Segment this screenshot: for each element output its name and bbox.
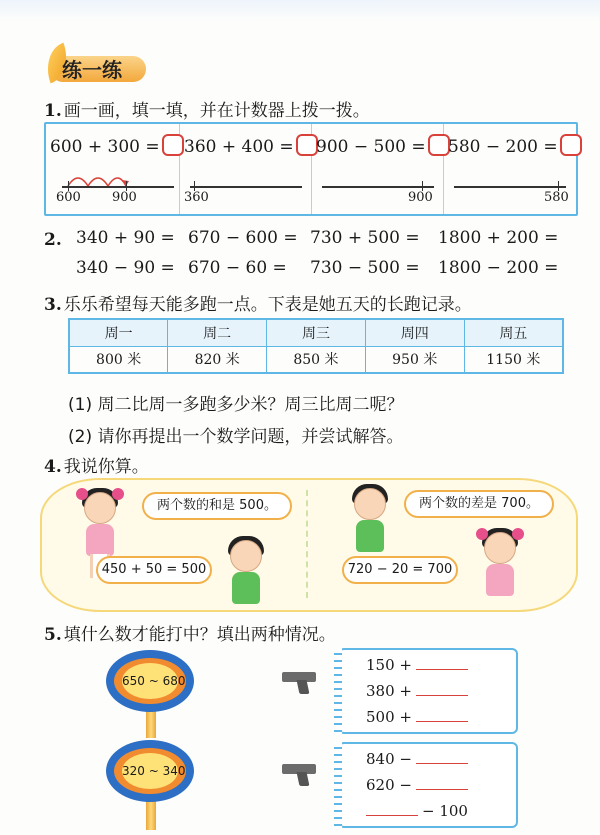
number-label: 900 — [408, 190, 433, 205]
answer-bubble-right: 720 − 20 = 700 — [342, 556, 458, 584]
q2-num: 2. — [44, 230, 62, 250]
target-range: 320 ~ 340 — [122, 753, 178, 789]
answer-blank[interactable] — [416, 750, 468, 764]
question-5-text: 填什么数才能打中？填出两种情况。 — [63, 625, 336, 645]
table-header-cell: 周二 — [168, 319, 267, 346]
table-cell: 1150 米 — [464, 346, 563, 373]
answer-bubble-left: 450 + 50 = 500 — [96, 556, 212, 584]
ribbon — [112, 488, 124, 500]
toy-gun-icon — [282, 670, 318, 696]
number-label: 600 — [56, 190, 81, 205]
card-line — [366, 750, 468, 768]
ribbon — [512, 528, 524, 540]
q1-expr-text: 900 − 500 = — [316, 137, 426, 157]
card-expr: 620 − — [366, 776, 412, 794]
answer-blank[interactable] — [416, 682, 468, 696]
top-band — [0, 0, 600, 22]
gun-grip — [297, 680, 310, 694]
number-label: 360 — [184, 190, 209, 205]
answer-box[interactable] — [560, 134, 582, 156]
q2-item: 730 − 500 = — [310, 258, 420, 278]
card-line — [366, 682, 468, 700]
section-title: 练一练 — [62, 58, 122, 82]
toy-gun-icon — [282, 762, 318, 788]
answer-card-2 — [338, 742, 518, 828]
q3-subquestion-1: (1) 周二比周一多跑多少米？周三比周二呢？ — [68, 395, 404, 415]
number-label: 900 — [112, 190, 137, 205]
head — [484, 532, 516, 564]
speech-bubble-left: 两个数的和是 500。 — [142, 492, 292, 520]
number-line — [454, 186, 566, 188]
q2-item: 670 − 60 = — [188, 258, 287, 278]
number-line — [62, 186, 174, 188]
q1-expr-text: 580 − 200 = — [448, 137, 558, 157]
speech-bubble-right: 两个数的差是 700。 — [404, 490, 554, 518]
table-header-row — [69, 319, 563, 346]
table-header-cell: 周一 — [69, 319, 168, 346]
q1-cell-1 — [46, 124, 180, 214]
card-expr: 150 + — [366, 656, 412, 674]
girl-illustration — [478, 532, 522, 608]
boy-illustration — [348, 488, 392, 558]
head — [354, 488, 386, 520]
target-sign-2 — [106, 740, 194, 802]
table-header-cell: 周三 — [267, 319, 366, 346]
ribbon — [476, 528, 488, 540]
question-4-text: 我说你算。 — [63, 457, 149, 477]
head — [84, 492, 116, 524]
target-pole — [146, 710, 156, 738]
question-3-text: 乐乐希望每天能多跑一点。下表是她五天的长跑记录。 — [63, 295, 472, 315]
question-4 — [44, 452, 149, 477]
answer-blank[interactable] — [366, 802, 418, 816]
table-cell: 820 米 — [168, 346, 267, 373]
card-expr: − 100 — [422, 802, 468, 820]
shirt — [356, 520, 384, 552]
question-1-number: 1. — [44, 101, 62, 121]
q1-expression — [50, 134, 184, 157]
table-cell: 950 米 — [365, 346, 464, 373]
q1-expression — [184, 134, 318, 157]
answer-card-1 — [338, 648, 518, 734]
torn-edge — [334, 742, 342, 828]
section-title-pill — [44, 46, 144, 82]
q1-expression — [448, 134, 582, 157]
q2-item: 340 − 90 = — [76, 258, 175, 278]
question-4-number: 4. — [44, 457, 62, 477]
q1-cell-2 — [180, 124, 312, 214]
card-line — [366, 802, 468, 820]
table-cell: 800 米 — [69, 346, 168, 373]
card-line — [366, 656, 468, 674]
card-line — [366, 708, 468, 726]
question-3 — [44, 290, 472, 315]
running-record-table — [68, 318, 564, 374]
question-1 — [44, 96, 370, 121]
q1-cell-4 — [444, 124, 576, 214]
card-line — [366, 776, 468, 794]
target-range: 650 ~ 680 — [122, 663, 178, 699]
question-5 — [44, 620, 336, 645]
question-5-number: 5. — [44, 625, 62, 645]
answer-blank[interactable] — [416, 776, 468, 790]
gun-grip — [297, 772, 310, 786]
q2-item: 670 − 600 = — [188, 228, 298, 248]
question-1-text: 画一画，填一填，并在计数器上拨一拨。 — [63, 101, 370, 121]
q1-expr-text: 600 + 300 = — [50, 137, 160, 157]
q1-expression — [316, 134, 450, 157]
shirt — [232, 572, 260, 604]
number-line — [190, 186, 302, 188]
q2-item: 730 + 500 = — [310, 228, 420, 248]
boy-illustration — [224, 540, 268, 610]
table-header-cell: 周四 — [365, 319, 464, 346]
head — [230, 540, 262, 572]
torn-edge — [334, 648, 342, 734]
dress — [486, 564, 514, 596]
q1-expr-text: 360 + 400 = — [184, 137, 294, 157]
table-row — [69, 346, 563, 373]
target-sign-1 — [106, 650, 194, 712]
number-label: 580 — [544, 190, 569, 205]
answer-blank[interactable] — [416, 656, 468, 670]
dress — [86, 524, 114, 556]
answer-blank[interactable] — [416, 708, 468, 722]
table-header-cell: 周五 — [464, 319, 563, 346]
q3-subquestion-2: (2) 请你再提出一个数学问题，并尝试解答。 — [68, 427, 404, 447]
q2-item: 1800 + 200 = — [438, 228, 559, 248]
card-expr: 380 + — [366, 682, 412, 700]
ribbon — [76, 488, 88, 500]
question-3-number: 3. — [44, 295, 62, 315]
table-cell: 850 米 — [267, 346, 366, 373]
q2-item: 340 + 90 = — [76, 228, 175, 248]
card-expr: 500 + — [366, 708, 412, 726]
banner-divider — [306, 490, 308, 598]
number-line — [322, 186, 434, 188]
question-1-box — [44, 122, 578, 216]
target-pole — [146, 800, 156, 830]
question-2-number — [44, 230, 64, 250]
q1-cell-3 — [312, 124, 444, 214]
card-expr: 840 − — [366, 750, 412, 768]
q2-item: 1800 − 200 = — [438, 258, 559, 278]
